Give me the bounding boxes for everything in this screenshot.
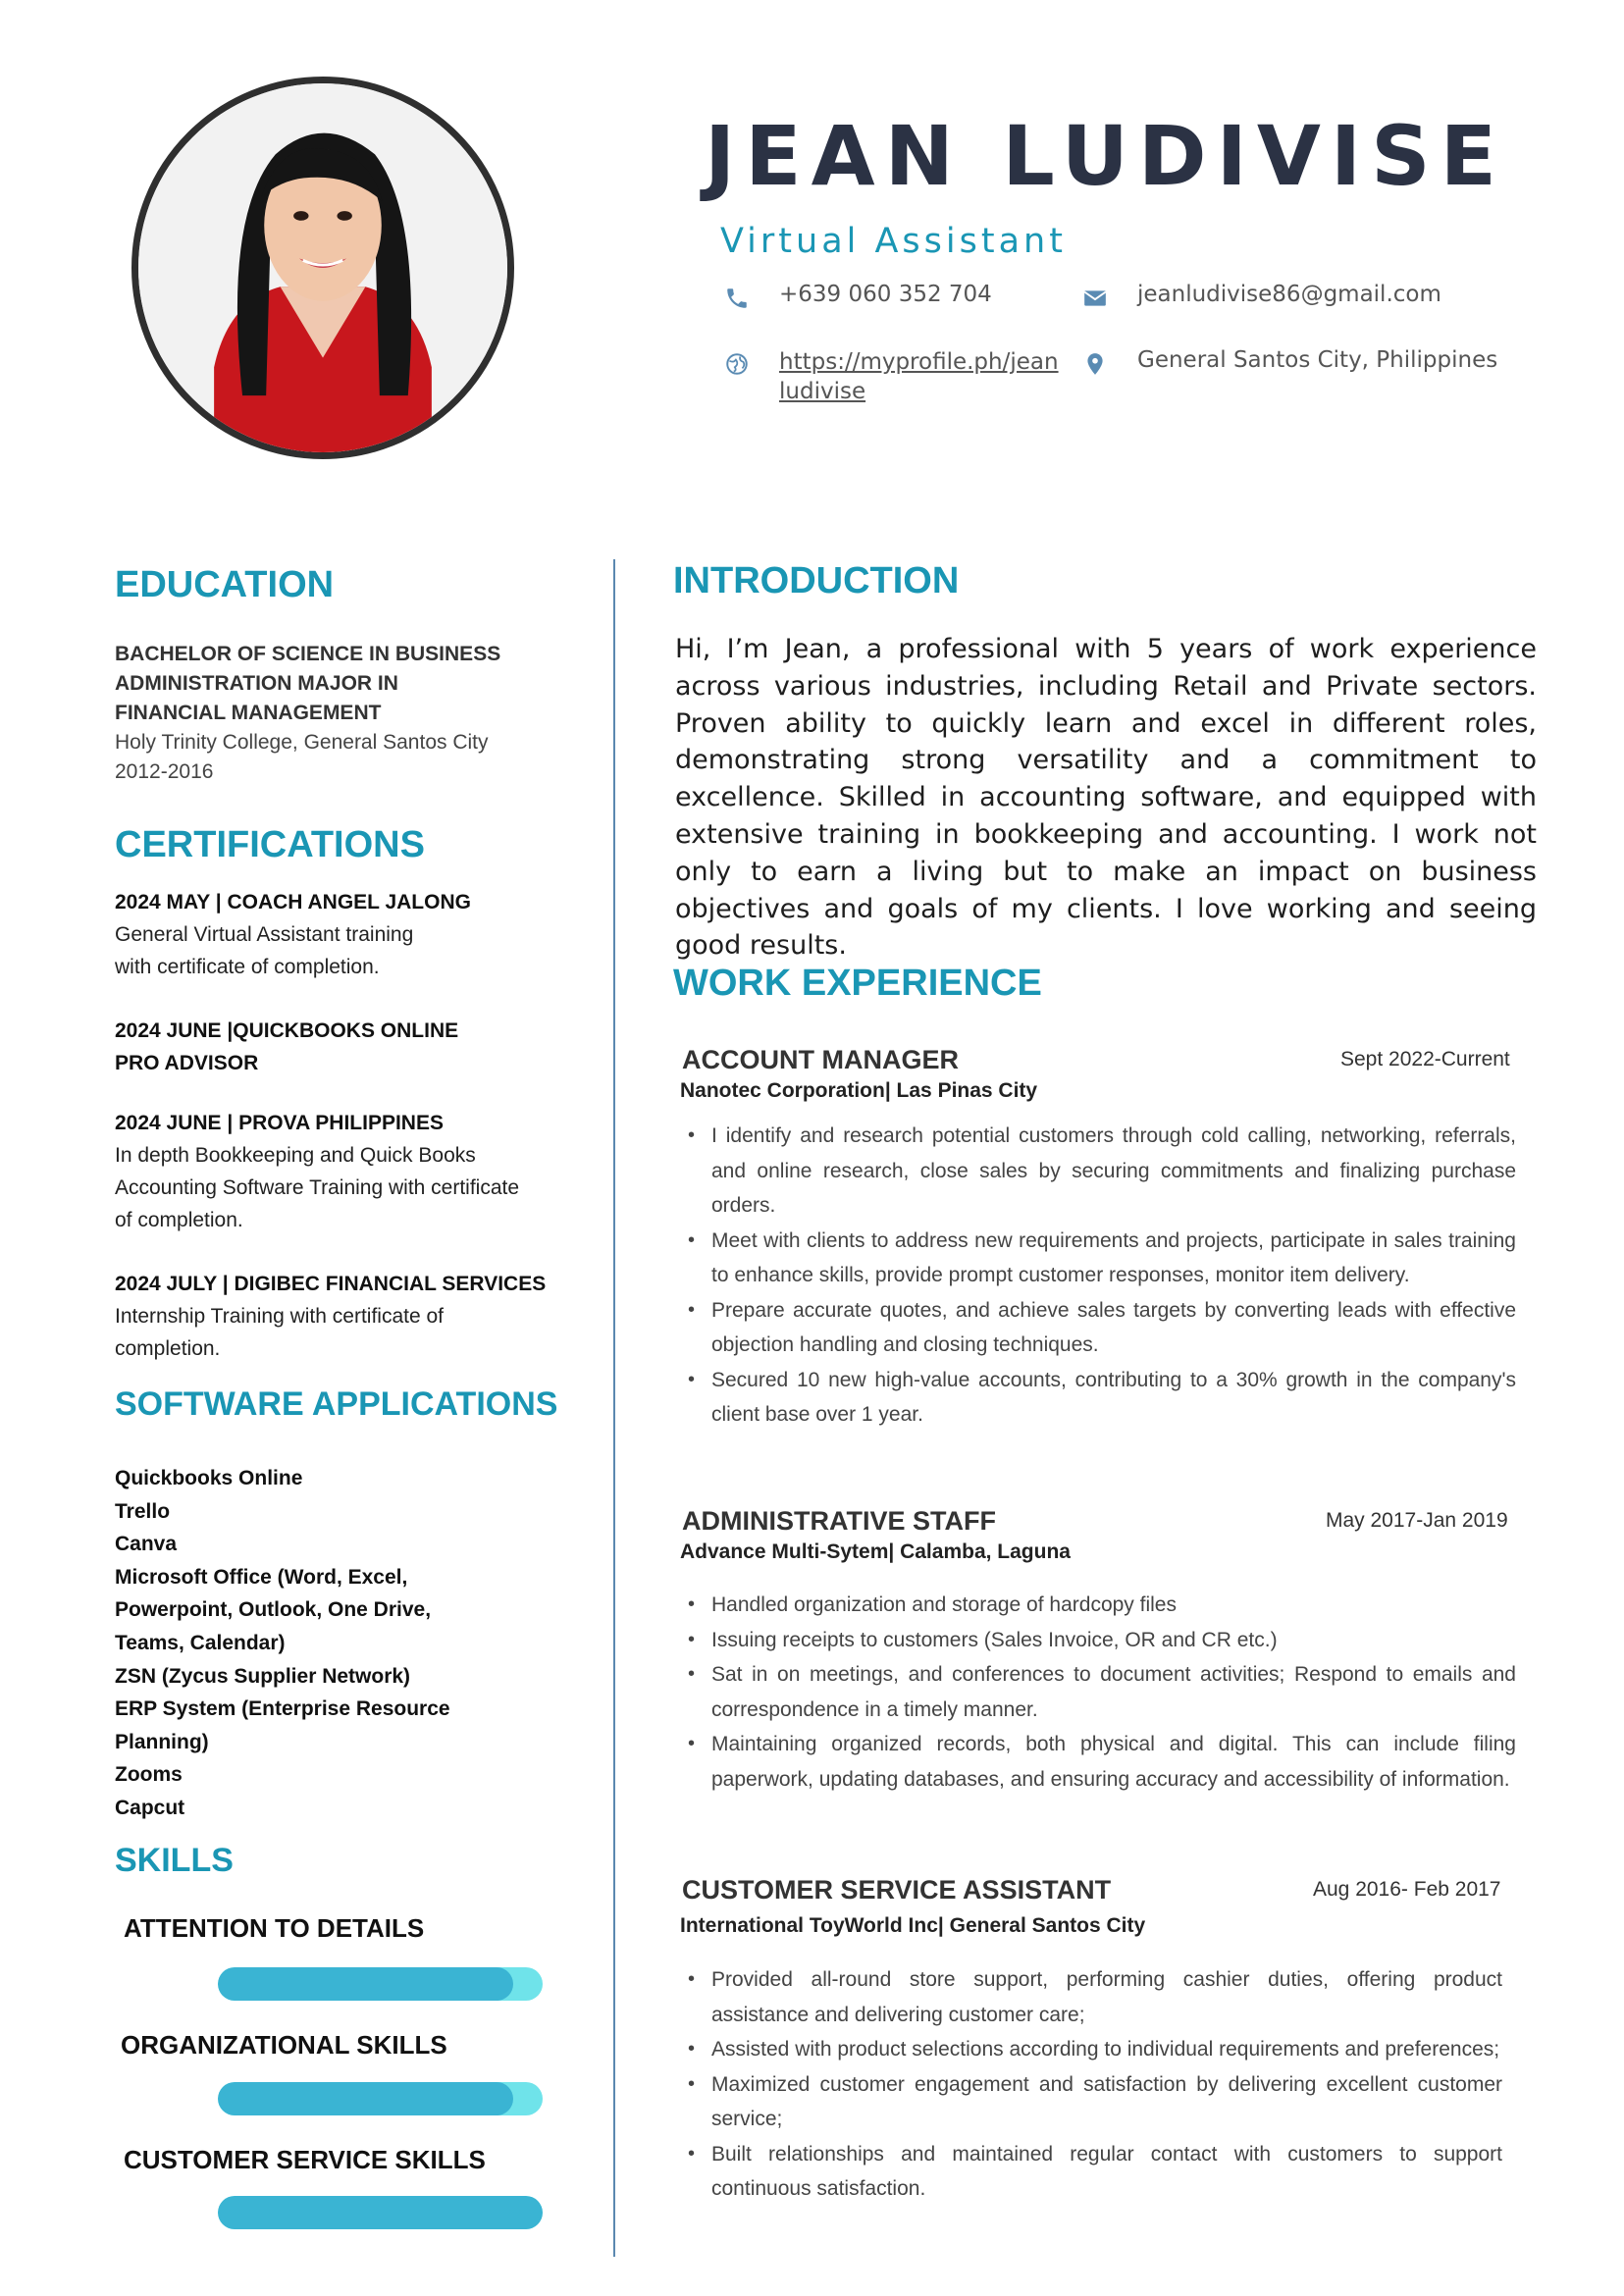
contact-email: [1082, 282, 1441, 311]
certification-desc: Accounting Software Training with certificate: [115, 1176, 520, 1199]
degree-line: FINANCIAL MANAGEMENT: [115, 702, 382, 724]
certifications-heading: CERTIFICATIONS: [115, 824, 425, 865]
phone-icon: [724, 286, 750, 311]
certification-title: 2024 JUNE |QUICKBOOKS ONLINE: [115, 1019, 459, 1042]
skill-bar: [218, 2082, 543, 2115]
skill-bar: [218, 1967, 543, 2001]
software-item: Capcut: [115, 1796, 185, 1819]
education-heading: EDUCATION: [115, 564, 335, 605]
job-date: Aug 2016- Feb 2017: [1313, 1878, 1501, 1901]
certification-item: [115, 1015, 576, 1079]
software-list: [115, 1462, 527, 1825]
software-heading: SOFTWARE APPLICATIONS: [115, 1385, 558, 1423]
certification-desc: of completion.: [115, 1209, 243, 1231]
school-name: Holy Trinity College, General Santos City: [115, 731, 489, 754]
certification-item: [115, 886, 576, 983]
globe-icon: [724, 351, 750, 377]
software-item: Planning): [115, 1730, 209, 1753]
contact-phone: [724, 282, 992, 311]
phone-value: +639 060 352 704: [779, 282, 992, 307]
job-date: May 2017-Jan 2019: [1326, 1509, 1508, 1532]
software-item: Zooms: [115, 1763, 183, 1787]
contact-website: [724, 347, 1074, 406]
job-company: Nanotec Corporation| Las Pinas City: [680, 1079, 1038, 1102]
job-bullet: • Prepare accurate quotes, and achieve sales targets by converting leads with effective objection handling and closing techniques.: [711, 1293, 1516, 1363]
degree-line: ADMINISTRATION MAJOR IN: [115, 672, 398, 695]
profile-photo: [131, 77, 514, 459]
software-item: Teams, Calendar): [115, 1631, 286, 1654]
skill-bar: [218, 2196, 543, 2229]
job-bullets: [711, 1962, 1502, 2207]
job-company: Advance Multi-Sytem| Calamba, Laguna: [680, 1540, 1071, 1563]
job-title: ACCOUNT MANAGER: [682, 1045, 959, 1074]
education-entry: [115, 640, 576, 787]
certification-desc: completion.: [115, 1337, 221, 1360]
job-bullet: • Maximized customer engagement and satisfaction by delivering excellent customer service;: [711, 2067, 1502, 2137]
portrait-illustration: [138, 83, 507, 452]
skill-label: CUSTOMER SERVICE SKILLS: [124, 2145, 486, 2174]
certification-title: 2024 JULY | DIGIBEC FINANCIAL SERVICES: [115, 1273, 547, 1295]
software-item: Microsoft Office (Word, Excel,: [115, 1565, 408, 1589]
column-divider: [613, 559, 615, 2257]
work-experience-heading: WORK EXPERIENCE: [673, 963, 1042, 1004]
job-bullet: • Issuing receipts to customers (Sales Invoice, OR and CR etc.): [711, 1623, 1516, 1658]
job-bullet: • Built relationships and maintained regular contact with customers to support continuous satisfaction.: [711, 2137, 1502, 2207]
job-bullet: • I identify and research potential customers through cold calling, networking, referrals, and online research, close sales by securing commitments and finalizing purchase orders.: [711, 1119, 1516, 1224]
software-item: ERP System (Enterprise Resource: [115, 1697, 450, 1721]
job-bullets: [711, 1588, 1516, 1797]
skill-bar-fill: [218, 1967, 513, 2001]
software-item: Canva: [115, 1533, 178, 1556]
job-company: International ToyWorld Inc| General Santos City: [680, 1914, 1146, 1937]
email-value[interactable]: jeanludivise86@gmail.com: [1137, 282, 1441, 307]
introduction-text: Hi, I’m Jean, a professional with 5 years of work experience across various industries, including Retail and Private sectors. Proven ability to quickly learn and excel in different roles, demonstrating strong versatility and a commitment to excellence. Skilled in accounting software, and equipped with extensive training in bookkeeping and accounting. I work not only to earn a living but to make an impact on business objectives and goals of my clients. I love working and seeing good results.: [675, 634, 1537, 962]
certification-desc: In depth Bookkeeping and Quick Books: [115, 1144, 476, 1167]
location-value: General Santos City, Philippines: [1137, 347, 1498, 373]
certification-item: [115, 1107, 576, 1236]
location-pin-icon: [1082, 351, 1108, 377]
email-icon: [1082, 286, 1108, 311]
job-title: ADMINISTRATIVE STAFF: [682, 1506, 996, 1536]
education-years: 2012-2016: [115, 760, 214, 783]
certification-desc: General Virtual Assistant training: [115, 923, 414, 946]
skill-label: ORGANIZATIONAL SKILLS: [121, 2030, 447, 2060]
certification-title: 2024 JUNE | PROVA PHILIPPINES: [115, 1112, 444, 1134]
certification-title: 2024 MAY | COACH ANGEL JALONG: [115, 891, 471, 913]
skill-bar-fill: [218, 2082, 513, 2115]
job-bullets: [711, 1119, 1516, 1433]
job-date: Sept 2022-Current: [1340, 1048, 1510, 1070]
website-link[interactable]: [779, 347, 1074, 406]
certification-title: PRO ADVISOR: [115, 1052, 259, 1074]
job-bullet: • Meet with clients to address new requirements and projects, participate in sales training to enhance skills, provide prompt customer responses, monitor item delivery.: [711, 1224, 1516, 1293]
certification-item: [115, 1268, 576, 1365]
skill-bar-fill: [218, 2196, 543, 2229]
job-bullet: • Provided all-round store support, performing cashier duties, offering product assistance and delivering customer care;: [711, 1962, 1502, 2032]
website-line-2: ludivise: [779, 379, 866, 404]
website-line-1: https://myprofile.ph/jean: [779, 349, 1059, 375]
degree-line: BACHELOR OF SCIENCE IN BUSINESS: [115, 643, 501, 665]
job-bullet: • Secured 10 new high-value accounts, contributing to a 30% growth in the company's client base over 1 year.: [711, 1363, 1516, 1433]
software-item: ZSN (Zycus Supplier Network): [115, 1664, 411, 1688]
contact-location: [1082, 347, 1497, 377]
skill-label: ATTENTION TO DETAILS: [124, 1913, 425, 1943]
introduction-heading: INTRODUCTION: [673, 560, 960, 601]
certification-desc: Internship Training with certificate of: [115, 1305, 444, 1328]
certification-desc: with certificate of completion.: [115, 956, 380, 978]
job-bullet: • Handled organization and storage of hardcopy files: [711, 1588, 1516, 1623]
job-bullet: • Sat in on meetings, and conferences to document activities; Respond to emails and correspondence in a timely manner.: [711, 1657, 1516, 1727]
job-title: CUSTOMER SERVICE ASSISTANT: [682, 1875, 1112, 1905]
skills-heading: SKILLS: [115, 1842, 234, 1879]
candidate-role: Virtual Assistant: [720, 222, 1067, 261]
software-item: Trello: [115, 1499, 171, 1523]
software-item: Powerpoint, Outlook, One Drive,: [115, 1598, 432, 1622]
candidate-name: JEAN LUDIVISE: [705, 108, 1507, 204]
job-bullet: • Assisted with product selections according to individual requirements and preferences;: [711, 2032, 1502, 2067]
job-bullet: • Maintaining organized records, both physical and digital. This can include filing paperwork, updating databases, and ensuring accuracy and accessibility of information.: [711, 1727, 1516, 1797]
software-item: Quickbooks Online: [115, 1467, 303, 1489]
